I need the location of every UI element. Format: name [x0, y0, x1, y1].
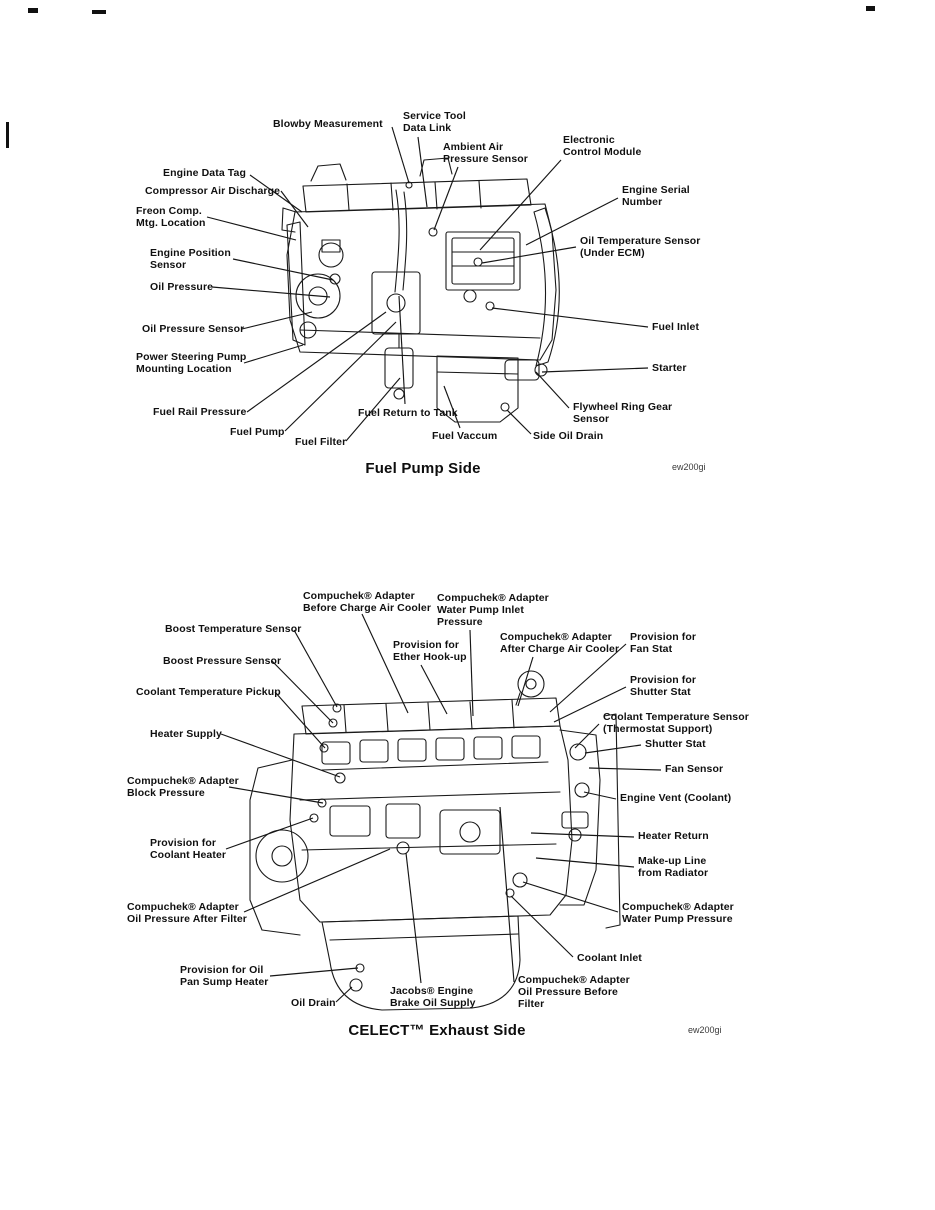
- label-provision-shutter-stat: Provision for Shutter Stat: [630, 674, 697, 698]
- leader-line-compuchek-before-charge-air-cooler: [362, 614, 408, 713]
- leader-line-boost-pressure-sensor: [272, 661, 333, 723]
- label-compuchek-oil-pressure-before-filter: Compuchek® Adapter Oil Pressure Before Filter: [518, 974, 630, 1010]
- leader-line-flywheel-ring-gear-sensor: [536, 372, 569, 408]
- label-make-up-line-from-radiator: Make-up Line from Radiator: [638, 855, 709, 879]
- figure-code-fuel-pump-side: ew200gi: [672, 462, 706, 472]
- label-starter: Starter: [652, 362, 687, 374]
- leader-line-provision-ether-hook-up: [421, 665, 447, 714]
- label-blowby-measurement: Blowby Measurement: [273, 118, 383, 130]
- leader-line-ambient-air-pressure-sensor: [434, 167, 458, 230]
- label-fuel-return-to-tank: Fuel Return to Tank: [358, 407, 458, 419]
- leader-line-oil-drain: [336, 987, 352, 1002]
- leader-line-compuchek-water-pump-pressure: [523, 882, 618, 912]
- label-freon-comp-mtg-location: Freon Comp. Mtg. Location: [136, 205, 206, 229]
- label-engine-serial-number: Engine Serial Number: [622, 184, 690, 208]
- leader-line-fuel-rail-pressure: [247, 312, 386, 412]
- engine-illustration-fuel-pump-side: [282, 158, 559, 422]
- leader-line-engine-vent-coolant: [584, 792, 616, 799]
- leader-line-oil-temperature-sensor: [482, 247, 576, 263]
- label-compuchek-block-pressure: Compuchek® Adapter Block Pressure: [127, 775, 239, 799]
- leader-line-compuchek-block-pressure: [229, 787, 323, 803]
- label-coolant-inlet: Coolant Inlet: [577, 952, 642, 964]
- label-oil-drain: Oil Drain: [291, 997, 336, 1009]
- label-oil-pressure-sensor: Oil Pressure Sensor: [142, 323, 245, 335]
- label-fuel-pump: Fuel Pump: [230, 426, 285, 438]
- label-fan-sensor: Fan Sensor: [665, 763, 724, 775]
- label-engine-position-sensor: Engine Position Sensor: [150, 247, 231, 271]
- label-power-steering-pump-mounting-location: Power Steering Pump Mounting Location: [136, 351, 247, 375]
- leader-line-power-steering-pump-mounting-location: [244, 345, 303, 363]
- label-heater-supply: Heater Supply: [150, 728, 222, 740]
- leader-line-coolant-temperature-sensor-thermostat-support: [575, 724, 599, 748]
- label-shutter-stat: Shutter Stat: [645, 738, 706, 750]
- leader-line-blowby-measurement: [392, 127, 409, 183]
- label-electronic-control-module: Electronic Control Module: [563, 134, 642, 158]
- label-oil-pressure: Oil Pressure: [150, 281, 214, 293]
- label-boost-temperature-sensor: Boost Temperature Sensor: [165, 623, 302, 635]
- label-ambient-air-pressure-sensor: Ambient Air Pressure Sensor: [443, 141, 528, 165]
- label-fuel-rail-pressure: Fuel Rail Pressure: [153, 406, 247, 418]
- leader-line-provision-oil-pan-sump-heater: [270, 968, 358, 976]
- leader-line-compuchek-oil-pressure-before-filter: [500, 807, 514, 982]
- label-fuel-filter: Fuel Filter: [295, 436, 347, 448]
- leader-line-starter: [542, 368, 648, 372]
- label-provision-coolant-heater: Provision for Coolant Heater: [150, 837, 227, 861]
- leader-line-compuchek-oil-pressure-after-filter: [244, 849, 390, 912]
- label-heater-return: Heater Return: [638, 830, 709, 842]
- label-fuel-inlet: Fuel Inlet: [652, 321, 700, 333]
- label-compressor-air-discharge: Compressor Air Discharge: [145, 185, 281, 197]
- label-compuchek-oil-pressure-after-filter: Compuchek® Adapter Oil Pressure After Filter: [127, 901, 247, 925]
- label-oil-temperature-sensor: Oil Temperature Sensor (Under ECM): [580, 235, 701, 259]
- leader-line-shutter-stat: [585, 745, 641, 753]
- leader-line-fan-sensor: [589, 768, 661, 770]
- caption-fuel-pump-side: Fuel Pump Side: [365, 460, 481, 477]
- label-fuel-vaccum: Fuel Vaccum: [432, 430, 498, 442]
- leader-line-engine-position-sensor: [233, 259, 333, 280]
- leader-line-jacobs-engine-brake-oil-supply: [406, 853, 421, 983]
- label-compuchek-after-charge-air-cooler: Compuchek® Adapter After Charge Air Cooler: [500, 631, 620, 655]
- label-compuchek-water-pump-pressure: Compuchek® Adapter Water Pump Pressure: [622, 901, 734, 925]
- figure-code-exhaust-side: ew200gi: [688, 1025, 722, 1035]
- leader-line-fuel-inlet: [492, 308, 648, 327]
- label-side-oil-drain: Side Oil Drain: [533, 430, 604, 442]
- label-flywheel-ring-gear-sensor: Flywheel Ring Gear Sensor: [573, 401, 673, 425]
- leader-line-coolant-temperature-pickup: [275, 692, 325, 748]
- engine-illustration-exhaust-side: [250, 671, 620, 1010]
- label-boost-pressure-sensor: Boost Pressure Sensor: [163, 655, 282, 667]
- label-service-tool-data-link: Service Tool Data Link: [403, 110, 466, 134]
- label-engine-data-tag: Engine Data Tag: [163, 167, 246, 179]
- leader-line-boost-temperature-sensor: [294, 630, 337, 707]
- caption-exhaust-side: CELECT™ Exhaust Side: [348, 1022, 526, 1039]
- label-compuchek-before-charge-air-cooler: Compuchek® Adapter Before Charge Air Cooler: [303, 590, 432, 614]
- label-provision-ether-hook-up: Provision for Ether Hook-up: [393, 639, 467, 663]
- leader-line-oil-pressure-sensor: [242, 312, 312, 329]
- leader-line-side-oil-drain: [507, 410, 531, 434]
- label-compuchek-water-pump-inlet-pressure: Compuchek® Adapter Water Pump Inlet Pressure: [437, 592, 549, 628]
- label-coolant-temperature-sensor-thermostat-support: Coolant Temperature Sensor (Thermostat Support): [603, 711, 749, 735]
- label-jacobs-engine-brake-oil-supply: Jacobs® Engine Brake Oil Supply: [390, 985, 476, 1009]
- label-coolant-temperature-pickup: Coolant Temperature Pickup: [136, 686, 281, 698]
- leader-line-service-tool-data-link: [418, 137, 427, 207]
- label-provision-fan-stat: Provision for Fan Stat: [630, 631, 697, 655]
- leader-line-provision-coolant-heater: [226, 818, 313, 849]
- label-engine-vent-coolant: Engine Vent (Coolant): [620, 792, 732, 804]
- label-provision-oil-pan-sump-heater: Provision for Oil Pan Sump Heater: [180, 964, 269, 988]
